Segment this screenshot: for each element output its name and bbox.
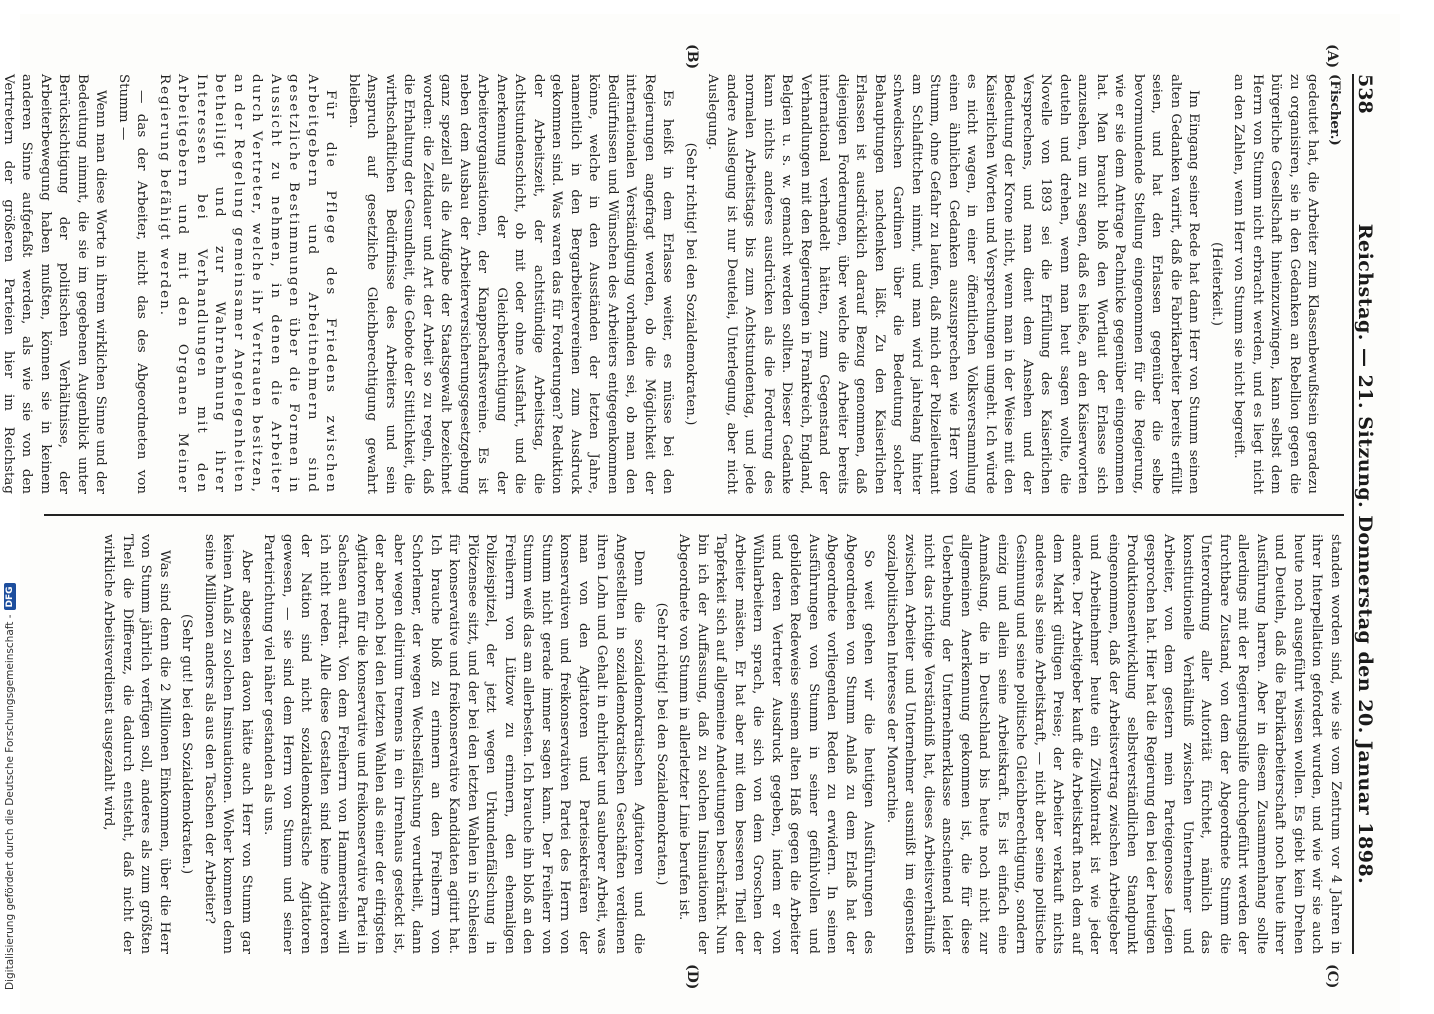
quoted-paragraph: Für die Pflege des Friedens zwischen Arbeitgebern und Arbeitnehmern sind gesetzliche Bestimmungen über die Formen in Aussicht zu nehmen, in denen die Arbeiter durch Vertreter, welche ihr Vertrauen besitzen, an der Regelung gemeinsamer Angelegenheiten betheiligt und zur Wahrnehmung ihrer Interessen bei Verhandlungen mit den Arbeitgebern und mit den Organen Meiner Regierung befähigt werden. [157,74,339,494]
paragraph: — das der Arbeiter, nicht das des Abgeordneten von Stumm — [116,74,150,494]
paragraph: Denn die sozialdemokratischen Agitatoren und die Angestellten in sozialdemokratischen Geschäften verdienen ihren Lohn und Gehalt in ehrlicher und sauberer Arbeit, was man von den Agitatoren und Parteisekretären der konservativen und freikonservativen Partei des Herrn von Stumm nicht gerade immer sagen kann. Der Freiherr von Stumm weiß das am allerbesten. Ich brauche ihn bloß an den Freiherrn von Lützow zu erinnern, den ehemaligen Polizeispitzel, der jetzt wegen Urkundenfälschung in Plötzensee sitzt, und der bei den letzten Wahlen in Schlesien für konservative und freikonservative Kandidaten agitirt hat. Ich brauche bloß zu erinnern an den Freiherrn von Schorlemer, der wegen Wechselfälschung verurtheilt, dann aber wegen delirium tremens in ein Irrenhaus gesteckt ist, der aber noch bei den letzten Wahlen als einer der eifrigsten Agitatoren für die konservative und freikonservative Partei in Sachsen auftrat. Von dem Freiherrn von Hammerstein will ich nicht reden. Alle diese Gestalten sind keine Agitatoren der Nation sind nicht sozialdemokratische Agitatoren gewesen, — sie sind dem Herrn von Stumm und seiner Parteirichtung viel näher gestanden als uns. [261,534,647,954]
paragraph: Es heißt in dem Erlasse weiter, es müsse bei den Regierungen angefragt werden, ob die Möglichkeit der internationalen Verständigung vorhanden sei, ob man den Bedürfnissen und Wünschen des Arbeiters entgegenkommen könne, welche in den Ausständen der letzten Jahre, namentlich in den Bergarbeitervereinen zum Ausdruck gekommen sind. Was waren das für Forderungen? Reduktion der Arbeitszeit, der achtstündige Arbeitstag, die Achtstundenschicht, ob mit oder ohne Ausfahrt, und die Anerkennung der Gleichberechtigung der Arbeiterorganisationen, der Knappschaftsvereine. Es ist neben dem Ausbau der Arbeiterversicherungsgesetzgebung ganz speziell als die Aufgabe der Staatsgewalt bezeichnet worden: die Zeitdauer und Art der Arbeit so zu regeln, daß die Erhaltung der Gesundheit, die Gebote der Sittlichkeit, die wirthschaftlichen Bedürfnisse des Arbeiters und sein Anspruch auf gesetzliche Gleichberechtigung gewahrt bleiben. [346,74,676,494]
interjection: (Sehr gut! bei den Sozialdemokraten.) [179,613,195,875]
paragraph: So weit gehen wir die heutigen Ausführungen des Abgeordneten von Stumm Anlaß zu dem Erlaß hat der Abgeordnete vorliegenden Reden zu erwidern. In seinen Ausführungen von Stumm in seiner gefühlvollen und gebildeten Redeweise seinem alten Haß gegen die Arbeiter und deren Vertreter Ausdruck gegeben, indem er von Wühlarbeitern sprach, die sich von dem Groschen der Arbeiter mästen. Er hat aber mit dem besseren Theil der Tapferkeit sich auf allgemeine Andeutungen beschränkt. Nun bin ich der Auffassung, daß zu solchen Insinuationen der Abgeordnete von Stumm in allerletzter Linie berufen ist. [676,534,877,954]
paragraph: Wenn man diese Worte in ihrem wirklichen Sinne und der Bedeutung nimmt, die sie im gegebenen Augenblick unter Berücksichtigung der politischen Verhältnisse, der Arbeiterbewegung haben mußten, können sie in keinem anderen Sinne aufgefaßt werden, als wie sie von den Vertretern der größeren Parteien hier im Reichstag [1,74,109,494]
paragraph: Aber abgesehen davon hätte auch Herr von Stumm gar keinen Anlaß zu solchen Insinuationen. Woher kommen denn seine Millionen anders als aus den Taschen der Arbeiter? [202,534,254,954]
paragraph: Was sind denn die 2 Millionen Einkommen, über die Herr von Stumm jährlich verfügen soll, anderes als zum größten Theil die Differenz, die dadurch entsteht, daß nicht der wirkliche Arbeitsverdienst ausgezahlt wird, [101,534,172,954]
column-divider [44,514,1344,516]
paragraph: gedeutet hat, die Arbeiter zum Klassenbewußtsein geradezu zu organisiren, sie in den Gedanken an Rebellion gegen die bürgerliche Gesellschaft hineinzuzwingen, kann selbst dem Herrn von Stumm nicht erbracht werden, und es liegt nicht an den Zahlen, wenn Herr von Stumm sie nicht begreift. [1231,74,1321,494]
right-column [44,534,1344,954]
margin-marker-a: (A) [1324,44,1340,69]
dfg-logo: DFG [4,583,16,610]
left-column [1,74,1344,494]
interjection: (Sehr richtig! bei den Sozialdemokraten.) [654,602,669,886]
page-header [1352,74,1386,954]
paragraph: Im Eingang seiner Rede hat dann Herr von Stumm seinen alten Gedanken variirt, daß die Fabrikarbeiter bereits erfüllt seien, und hat den Erlassen gegenüber die selbe bevormundende Stellung eingenommen für die Regierung, wie er sie dem Antrage Pachnicke gegenüber eingenommen hat. Man braucht bloß den Wortlaut der Erlasse sich anzusehen, um zu sagen, daß es hieße, an den Kaiserworten deuteln und drehen, wenn man heut sagen wollte, die Novelle von 1893 sei die Erfüllung des Kaiserlichen Versprechens, und man dient dem Ansehen und der Bedeutung der Krone nicht, wenn man in der Weise mit den Kaiserlichen Worten und Versprechungen umgeht. Ich würde es nicht wagen, in einer öffentlichen Volksversammlung einen ähnlichen Gedanken auszusprechen wie Herr von Stumm, ohne Gefahr zu laufen, daß mich der Polizeileutnant am Schlafittchen nimmt, und man wird jahrelang hinter schwedischen Gardinen über die Bedeutung solcher Behauptungen nachdenken läßt. Zu den Kaiserlichen Erlassen ist ausdrücklich darauf Bezug genommen, daß diejenigen Forderungen, über welche die Arbeiter bereits international verhandelt hätten, zum Gegenstand der Verhandlungen mit den Regierungen in Frankreich, England, Belgien u. s. w. gemacht werden sollten. Dieser Gedanke kann nichts anderes ausdrücken als die Forderung des normalen Arbeitstags bis zum Achtstundentag, und jede andere Auslegung ist nur Deutelei, Unterlegung, aber nicht Auslegung. [705,74,1202,494]
margin-marker-b: (B) [684,44,700,70]
interjection: (Sehr richtig! bei den Sozialdemokraten.) [683,142,698,426]
page-number: 538 [1354,74,1376,114]
credit-text: Digitalisierung gefördert durch die Deutsche Forschungsgemeinschaft - [4,614,16,990]
interjection: (Heiterkeit.) [1209,242,1224,326]
margin-marker-d: (D) [684,964,700,990]
paragraph: standen worden sind, wie sie vom Zentrum vor 4 Jahren in ihrer Interpellation gefordert wurden, und wie wir sie auch heute noch ausgeführt wissen wollen. Es giebt kein Drehen und Deuteln, daß die Fabrikarbeiterschaft noch heute ihrer Ausführung harren. Aber in diesem Zusammenhang sollte allerdings mit der Regierungshilfe durchgeführt werden der furchtbare Zustand, von dem der Abgeordnete Stumm die Unterordnung aller Autorität fürchtet, nämlich das konstitutionelle Verhältniß zwischen Unternehmer und Arbeiter, von dem gestern mein Parteigenosse Legien gesprochen hat. Hier hat die Regierung den bei der heutigen Produktionsentwicklung selbstverständlichen Standpunkt eingenommen, daß der Arbeitsvertrag zwischen Arbeitgeber und Arbeitnehmer heute ein Zivilkontrakt ist wie jeder andere. Der Arbeitgeber kauft die Arbeitskraft nach dem auf dem Markt gültigen Preise; der Arbeiter verkauft nichts anderes als seine Arbeitskraft, — nicht aber seine politische Gesinnung und seine politische Gleichberechtigung, sondern einzig und allein seine Arbeitskraft. Es ist einfach eine Anmaßung, die in Deutschland bis heute noch nicht zur allgemeinen Anerkennung gekommen ist, die für diese Ueberhebung der Unternehmerklasse anscheinend leider nicht das richtige Verständniß hat, dieses Arbeitsverhältniß zwischen Arbeiter und Unternehmer ausmißt im eigensten sozialpolitischen Interesse der Monarchie. [884,534,1343,954]
page-title: Reichstag. — 21. Sitzung. Donnerstag den 20. Januar 1898. [1354,223,1376,885]
speaker-label: (Fischer.) [1327,74,1343,146]
margin-marker-c: (C) [1324,964,1340,989]
